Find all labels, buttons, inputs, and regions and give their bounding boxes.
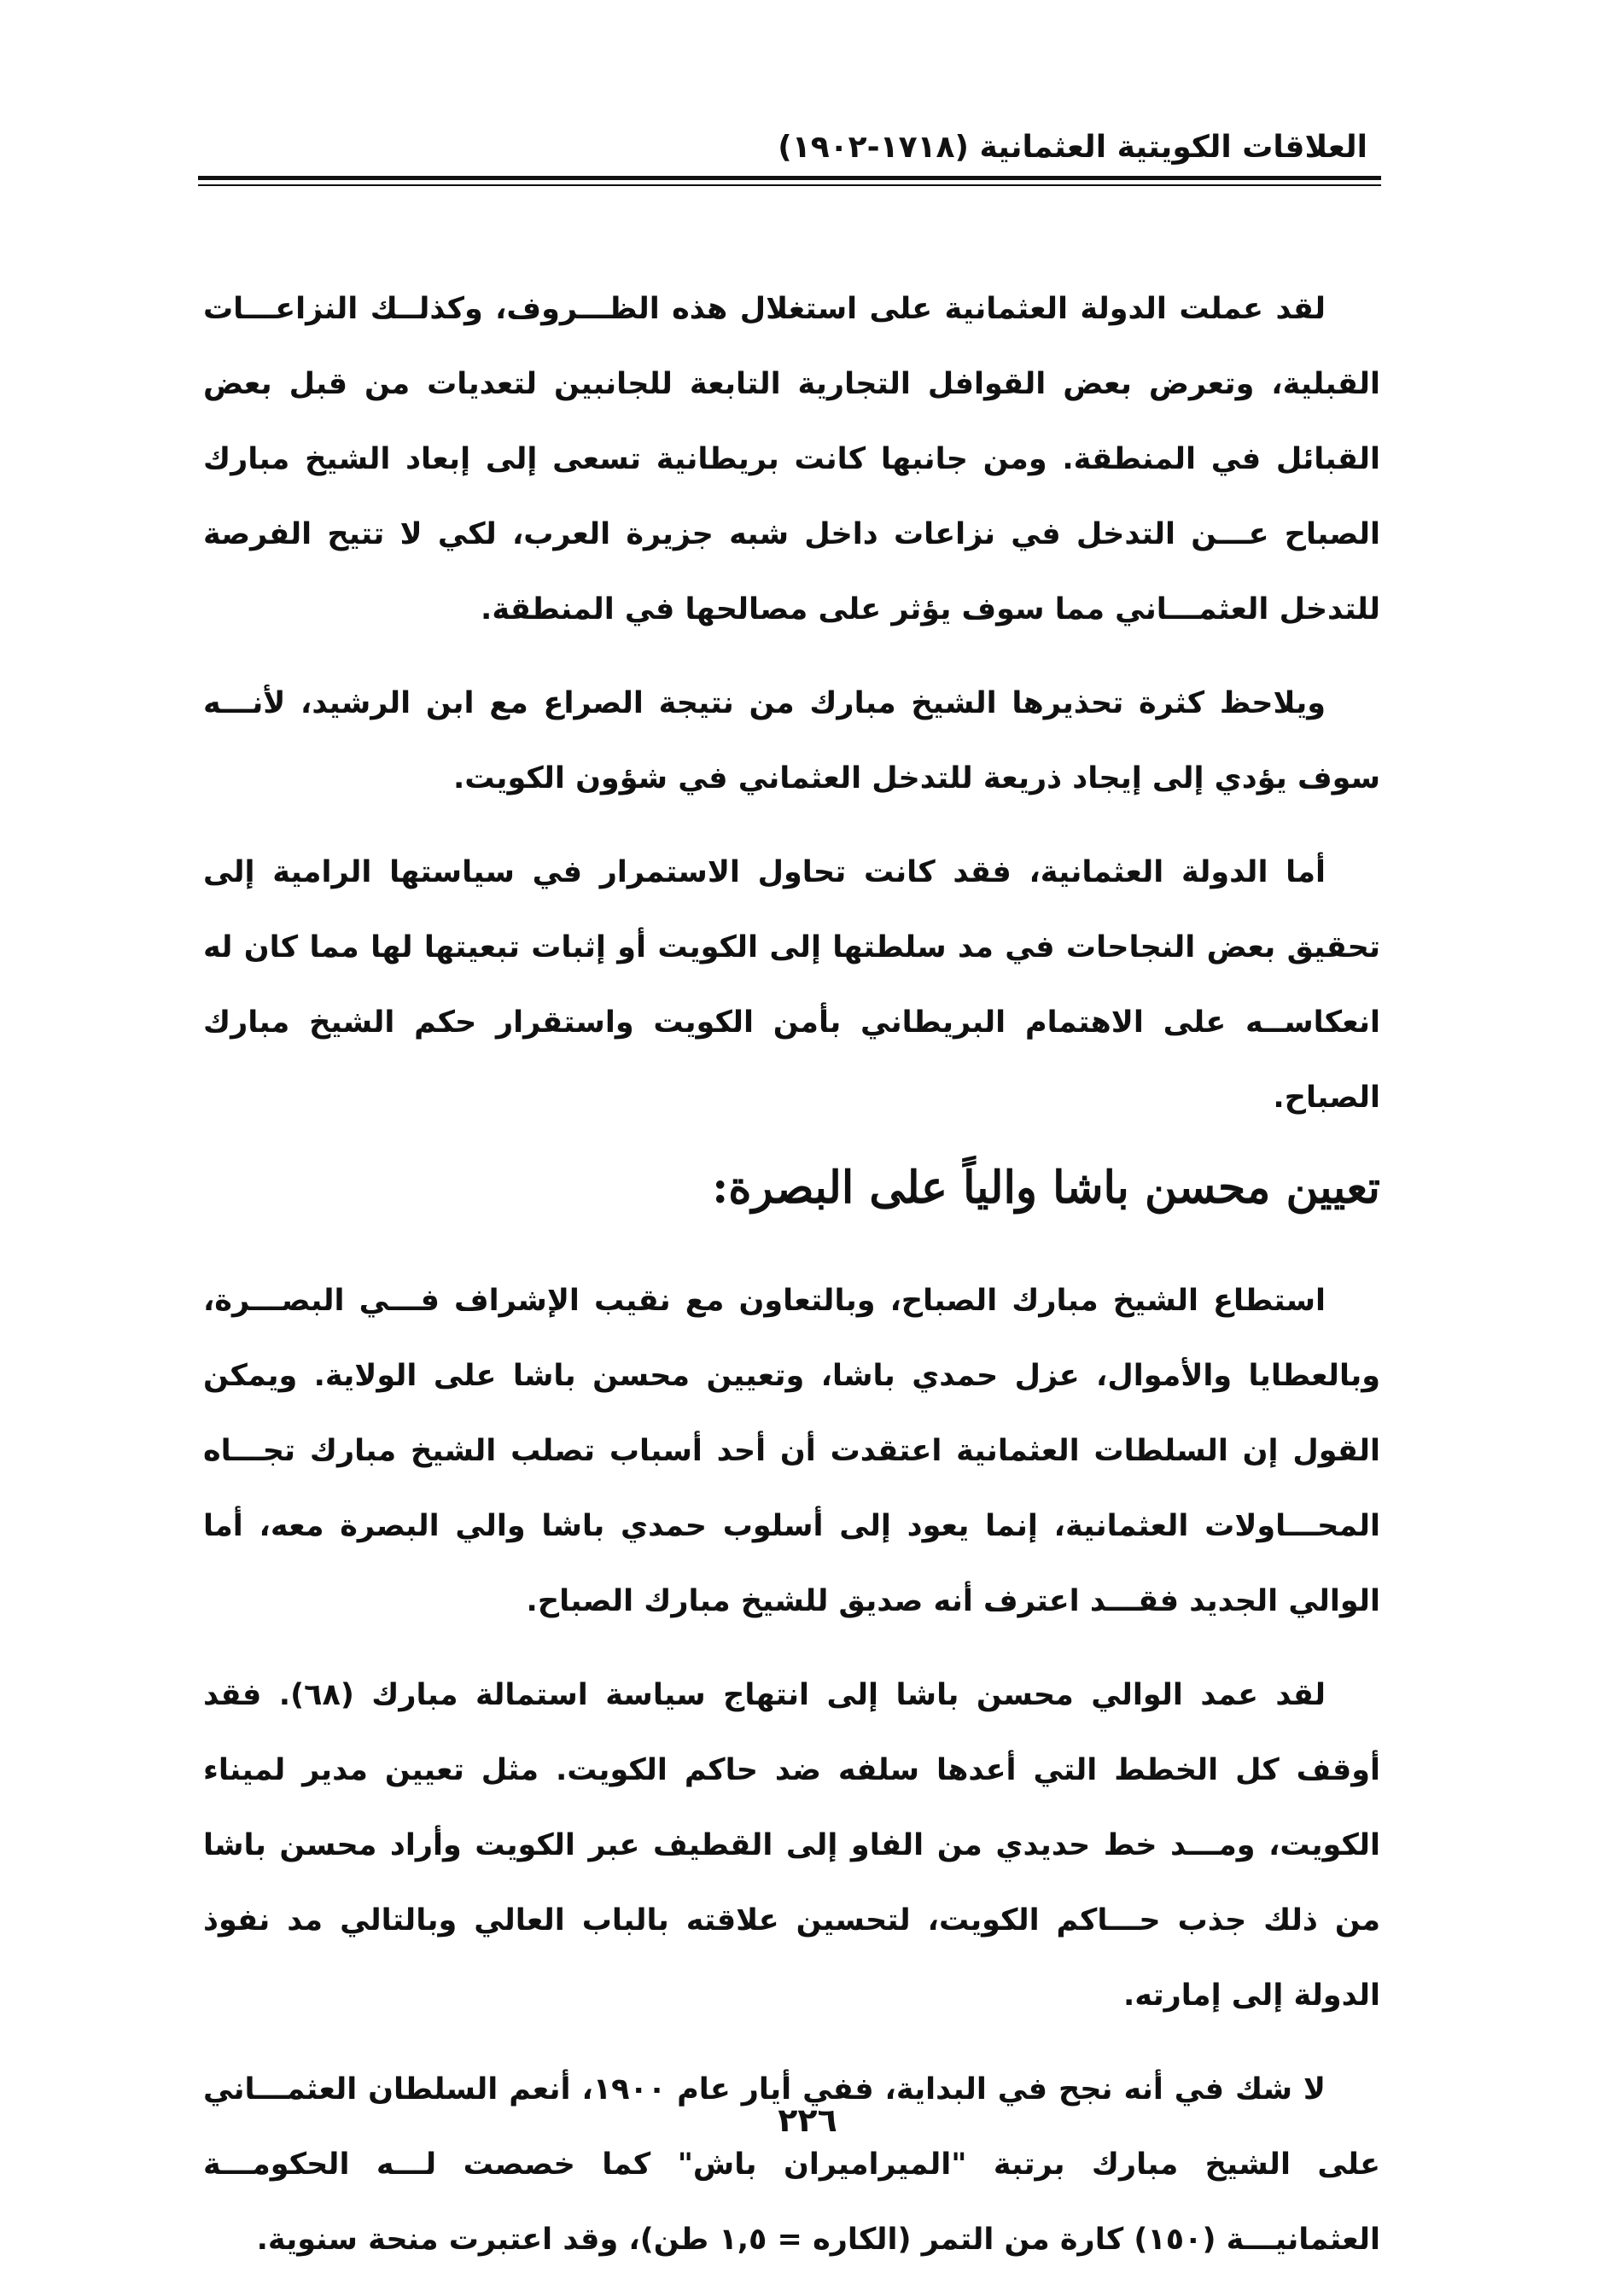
paragraph-3: أما الدولة العثمانية، فقد كانت تحاول الاستمرار في سياستها الرامية إلى تحقيق بعض النجاحات في مد سلطتها إلى الكويت أو إثبات تبعيتها لها مما كان له انعكاســه على الاهتمام البريطاني بأمن الكويت واستقرار حكم الشيخ مبارك الصباح. [203, 855, 1380, 1115]
page-number: ٢٢٦ [778, 2101, 837, 2139]
section-paragraph-3: لا شك في أنه نجح في البداية، ففي أيار عام ١٩٠٠، أنعم السلطان العثمـــاني على الشيخ مبارك برتبة "الميراميران باش" كما خصصت لـــه الحكومـــة العثمانيـــة (١٥٠) كارة من التمر (الكاره = ١,٥ طن)، وقد اعتبرت منحة سنوية. [203, 2072, 1380, 2257]
header-rule-thin [198, 184, 1381, 186]
page-body [203, 271, 1380, 2296]
section-paragraph-2: لقد عمد الوالي محسن باشا إلى انتهاج سياسة استمالة مبارك (٦٨). فقد أوقف كل الخطط التي أعدها سلفه ضد حاكم الكويت. مثل تعيين مدير لميناء الكويت، ومـــد خط حديدي من الفاو إلى القطيف عبر الكويت وأراد محسن باشا من ذلك جذب حـــاكم الكويت، لتحسين علاقته بالباب العالي وبالتالي مد نفوذ الدولة إلى إمارته. [203, 1678, 1380, 2013]
section-heading: تعيين محسن باشا والياً على البصرة: [712, 1162, 1380, 1214]
header-rule-thick [198, 176, 1381, 180]
section-paragraph-1: استطاع الشيخ مبارك الصباح، وبالتعاون مع نقيب الإشراف فـــي البصـــرة، وبالعطايا والأموال، عزل حمدي باشا، وتعيين محسن باشا على الولاية. ويمكن القول إن السلطات العثمانية اعتقدت أن أحد أسباب تصلب الشيخ مبارك تجـــاه المحـــاولات العثمانية، إنما يعود إلى أسلوب حمدي باشا والي البصرة معه، أما الوالي الجديد فقـــد اعترف أنه صديق للشيخ مبارك الصباح. [203, 1284, 1380, 1618]
running-header: العلاقات الكويتية العثمانية (١٧١٨-١٩٠٢) [778, 130, 1367, 165]
paragraph-2: ويلاحظ كثرة تحذيرها الشيخ مبارك من نتيجة الصراع مع ابن الرشيد، لأنـــه سوف يؤدي إلى إيجاد ذريعة للتدخل العثماني في شؤون الكويت. [203, 686, 1380, 795]
paragraph-1: لقد عملت الدولة العثمانية على استغلال هذه الظـــروف، وكذلــك النزاعـــات القبلية، وتعرض بعض القوافل التجارية التابعة للجانبين لتعديات من قبل بعض القبائل في المنطقة. ومن جانبها كانت بريطانية تسعى إلى إبعاد الشيخ مبارك الصباح عـــن التدخل في نزاعات داخل شبه جزيرة العرب، لكي لا تتيح الفرصة للتدخل العثمـــاني مما سوف يؤثر على مصالحها في المنطقة. [203, 292, 1380, 626]
